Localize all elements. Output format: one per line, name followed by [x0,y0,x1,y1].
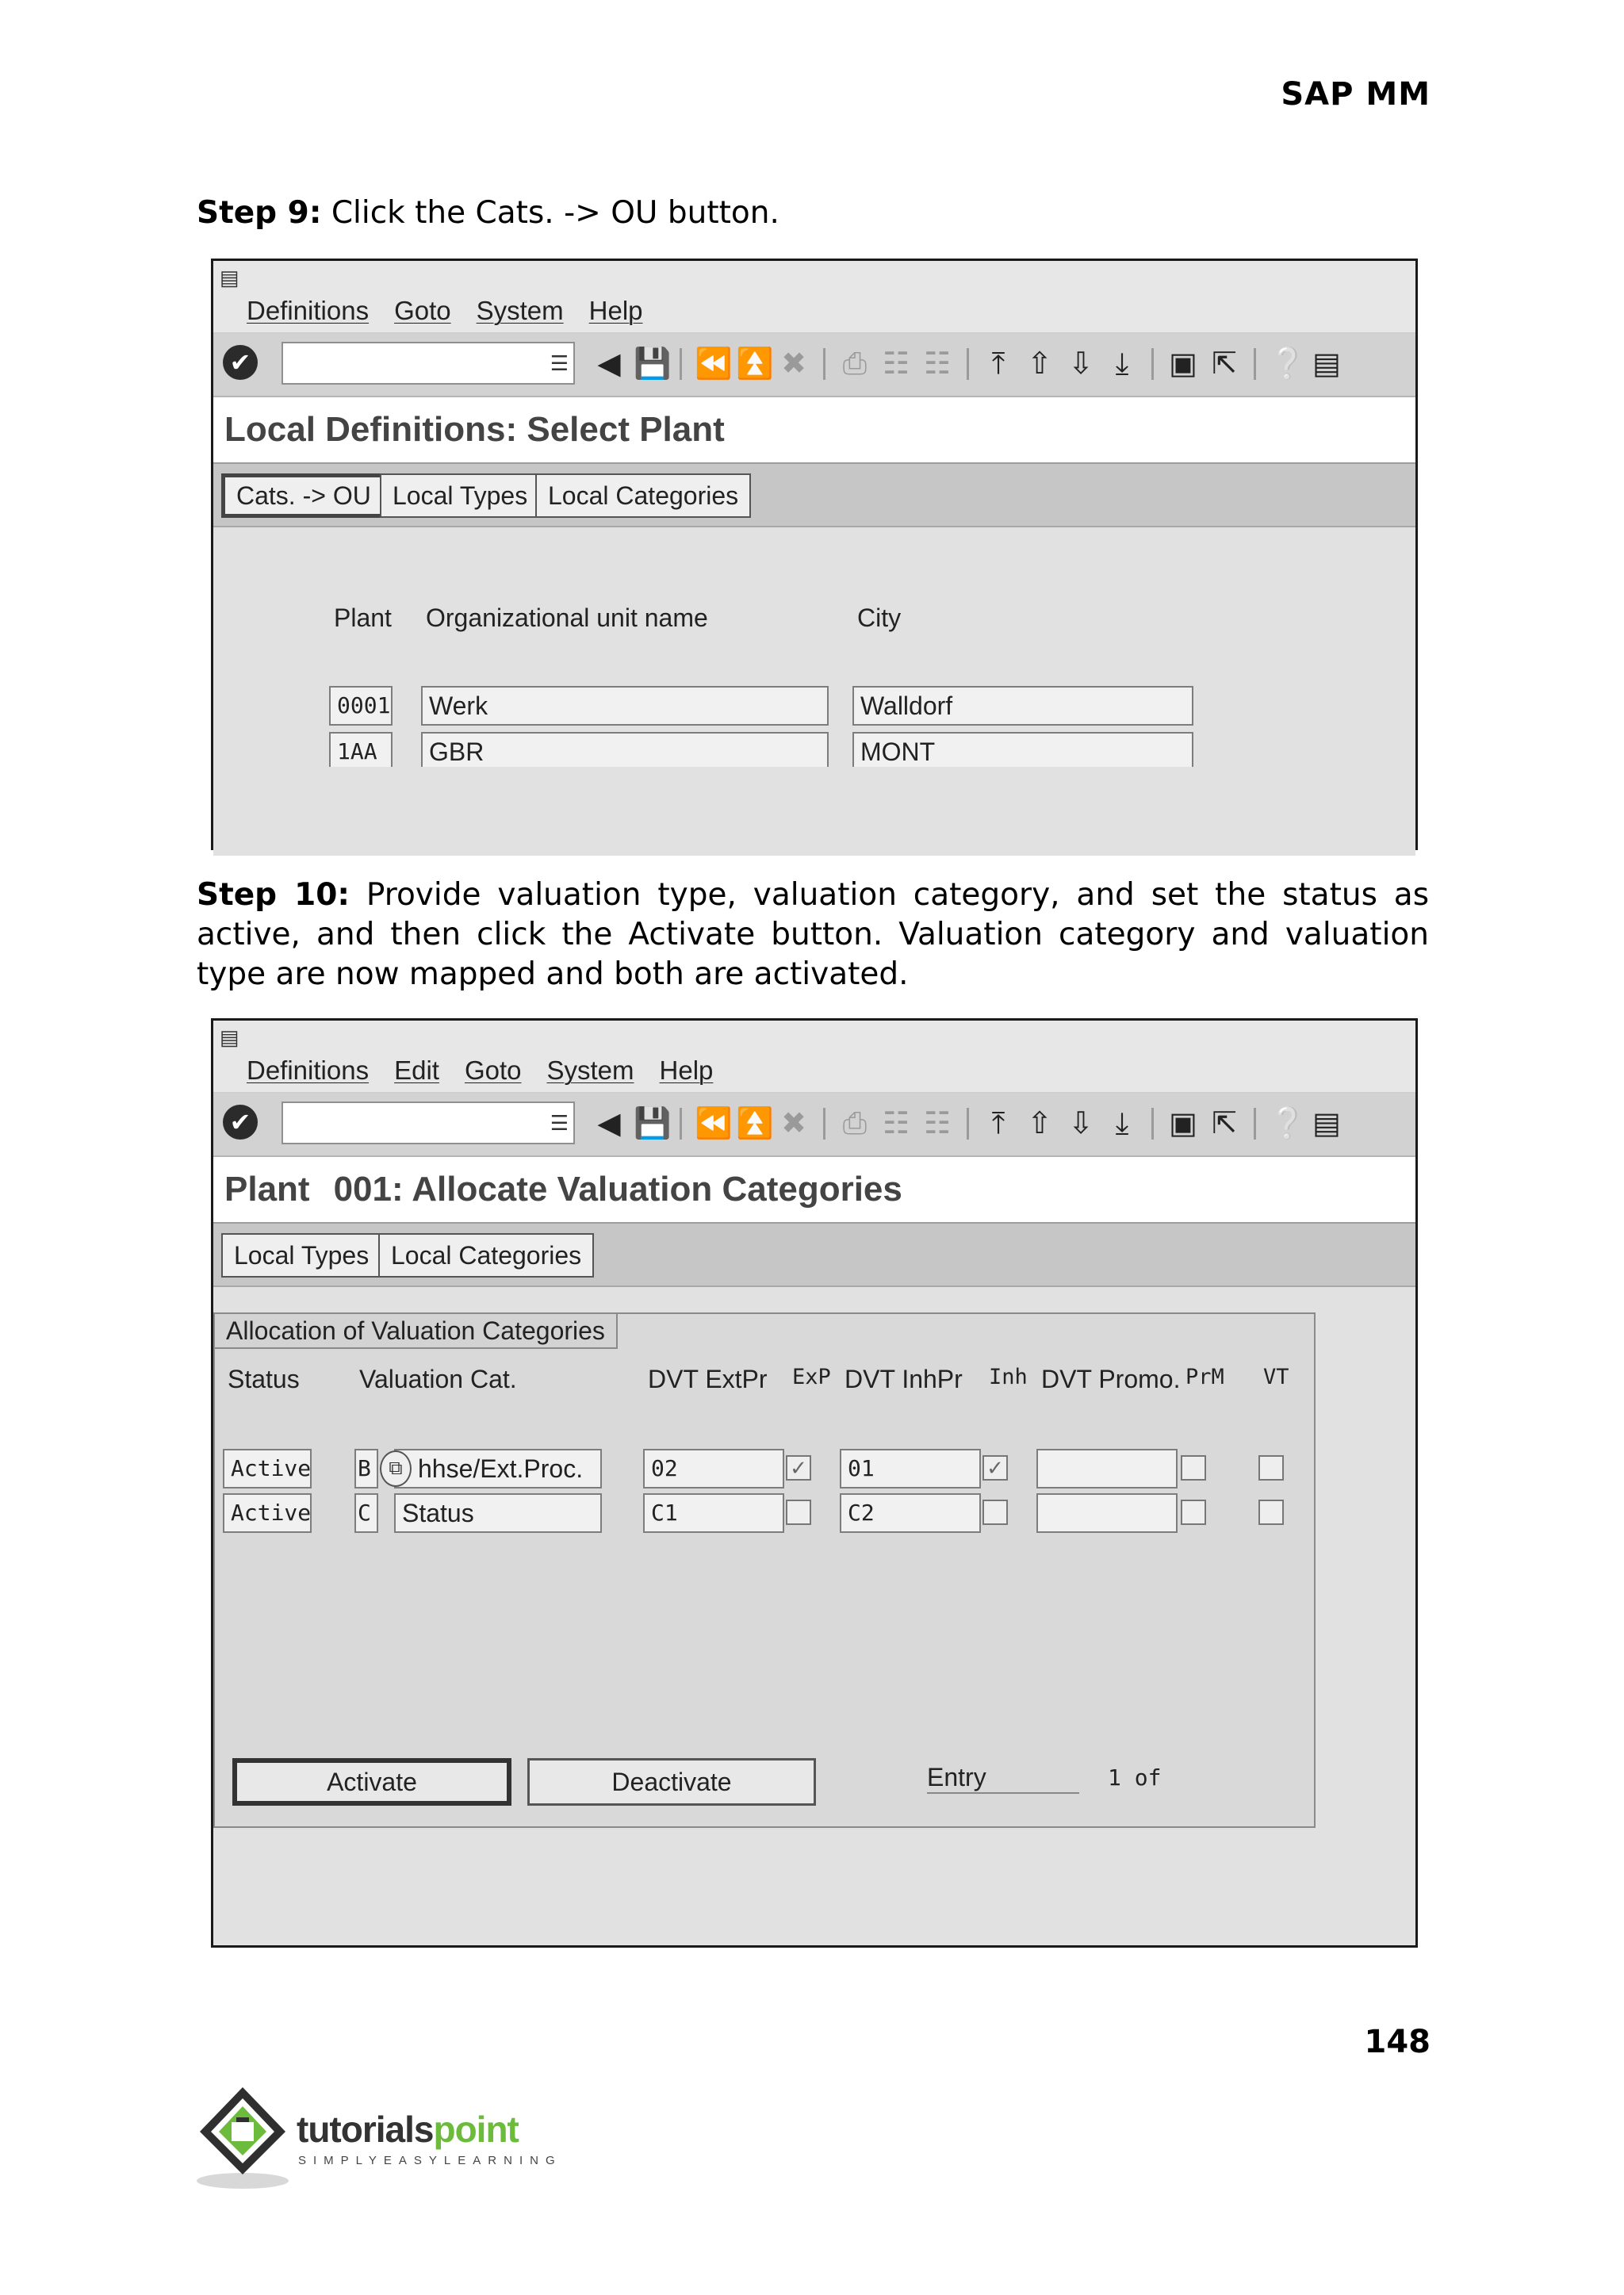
find-next-icon[interactable]: ☷ [923,347,952,381]
cats-ou-button[interactable]: Cats. -> OU [221,473,386,518]
first-page-icon[interactable]: ⤒ [991,347,1005,381]
back-icon[interactable]: ⏪ [695,1107,733,1140]
city-field[interactable]: Walldorf [852,686,1193,726]
shortcut-icon[interactable]: ⇱ [1212,1107,1237,1140]
deactivate-button[interactable]: Deactivate [527,1758,816,1806]
exp-checkbox[interactable]: ✓ [786,1455,811,1481]
menu-definitions[interactable]: Definitions [247,296,370,325]
layout-icon[interactable]: ▤ [1312,347,1341,381]
print-icon[interactable]: ⎙ [842,1107,868,1140]
valuation-cat-field[interactable]: B [354,1449,378,1488]
local-types-button[interactable]: Local Types [221,1233,381,1278]
enter-arrow-icon[interactable]: ◀ [597,347,621,381]
prm-column-header: PrM [1185,1365,1224,1389]
dvt-extpr-field[interactable]: 02 [643,1449,784,1488]
allocation-area [213,1287,1415,1944]
plant-field[interactable]: 1AA [329,732,393,767]
sap-window-select-plant [211,259,1418,850]
step10-text [197,875,1429,994]
table-row [215,1493,1309,1539]
system-menu-icon[interactable]: ▤ [220,266,239,289]
screen-title-main: 001: Allocate Valuation Categories [333,1170,902,1209]
toolbar-separator [680,348,682,380]
dvt-promo-field[interactable] [1036,1449,1178,1488]
last-page-icon[interactable]: ⤓ [1115,1107,1129,1140]
allocation-group-title: Allocation of Valuation Categories [215,1314,618,1349]
menu-system[interactable]: System [546,1056,634,1085]
new-session-icon[interactable]: ▣ [1169,347,1197,381]
city-field[interactable]: MONT [852,732,1193,767]
step9-label: Step 9: [197,195,322,231]
menu-help[interactable]: Help [588,296,643,325]
org-unit-column-header: Organizational unit name [426,603,708,632]
allocation-groupbox [213,1312,1316,1828]
status-field[interactable]: Active [223,1449,312,1488]
logo-text-point: point [433,2109,519,2150]
find-icon[interactable]: ☷ [882,1107,910,1140]
prm-checkbox[interactable] [1181,1500,1206,1525]
screen-title [224,1170,902,1209]
system-menu-icon[interactable]: ▤ [220,1025,239,1049]
check-icon[interactable]: ✔ [223,345,258,380]
enter-arrow-icon[interactable]: ◀ [597,1107,621,1140]
menu-bar [213,1021,1415,1094]
logo-tagline: SIMPLYEASYLEARNING [298,2154,562,2167]
logo-text-tutorials: tutorials [297,2109,434,2150]
exp-checkbox[interactable] [786,1500,811,1525]
inh-checkbox[interactable]: ✓ [982,1455,1008,1481]
dvt-extpr-column-header: DVT ExtPr [648,1365,768,1393]
page-number: 148 [1364,2024,1431,2060]
toolbar-separator [967,348,969,380]
command-dropdown-icon[interactable]: ☰ [550,1111,569,1135]
exit-icon[interactable]: ⏫ [736,1107,774,1140]
inh-column-header: Inh [989,1365,1028,1389]
status-field[interactable]: Active [223,1493,312,1533]
application-toolbar [213,1224,1415,1287]
table-row [329,732,1201,767]
menu-bar [213,261,1415,334]
step10-body: Provide valuation type, valuation category, and set the status as active, and then click the Activate button. Valuation category and valuation type are now mapped and both are activated. [197,877,1430,992]
page-header-title: SAP MM [1281,76,1431,113]
shortcut-icon[interactable]: ⇱ [1212,347,1237,381]
last-page-icon[interactable]: ⤓ [1115,347,1129,381]
next-page-icon[interactable]: ⇩ [1068,1107,1094,1140]
print-icon[interactable]: ⎙ [842,347,868,381]
plant-column-header: Plant [334,603,392,632]
step10-label: Step 10: [197,877,350,913]
org-unit-field[interactable]: Werk [421,686,829,726]
layout-icon[interactable]: ▤ [1312,1107,1341,1140]
inh-checkbox[interactable] [982,1500,1008,1525]
vt-checkbox[interactable] [1258,1500,1284,1525]
status-column-header: Status [228,1365,300,1393]
logo-wordmark [297,2108,519,2151]
entry-label: Entry [927,1763,1079,1794]
dvt-inhpr-field[interactable]: C2 [840,1493,981,1533]
standard-toolbar [213,1094,1415,1157]
help-icon[interactable]: ❔ [1269,1107,1307,1140]
valuation-cat-field[interactable]: C [354,1493,378,1533]
prev-page-icon[interactable]: ⇧ [1027,347,1052,381]
vt-column-header: VT [1263,1365,1289,1389]
command-field[interactable] [282,1102,575,1144]
screen-title: Local Definitions: Select Plant [224,410,725,449]
valuation-cat-column-header: Valuation Cat. [359,1365,517,1393]
command-dropdown-icon[interactable]: ☰ [550,351,569,375]
exit-icon[interactable]: ⏫ [736,347,774,381]
toolbar-separator [1151,348,1154,380]
toolbar-separator [823,348,825,380]
standard-toolbar [213,334,1415,397]
sap-window-allocate-valuation [211,1018,1418,1948]
first-page-icon[interactable]: ⤒ [991,1107,1005,1140]
dvt-promo-field[interactable] [1036,1493,1178,1533]
entry-counter: 1 of [1108,1764,1162,1791]
dvt-promo-column-header: DVT Promo. [1041,1365,1181,1393]
menu-system[interactable]: System [476,296,564,325]
dvt-extpr-field[interactable]: C1 [643,1493,784,1533]
tutorialspoint-logo [193,2081,562,2192]
local-categories-button[interactable]: Local Categories [378,1233,594,1278]
step9-text [197,193,1429,233]
screen-title-bar [213,1157,1415,1224]
next-page-icon[interactable]: ⇩ [1068,347,1094,381]
activate-button[interactable]: Activate [232,1758,511,1806]
toolbar-separator [1151,1108,1154,1140]
valuation-cat-desc-field: Status [394,1493,602,1533]
logo-diamond-icon [193,2081,297,2192]
exp-column-header: ExP [792,1365,831,1389]
menu-goto[interactable]: Goto [464,1056,522,1085]
screen-title-prefix: Plant [224,1170,310,1209]
help-icon[interactable]: ❔ [1269,347,1307,381]
cancel-icon[interactable]: ✖ [781,347,806,381]
toolbar-separator [1254,348,1256,380]
plant-field[interactable]: 0001 [329,686,393,726]
screen-title-bar [213,397,1415,464]
toolbar-separator [823,1108,825,1140]
command-field[interactable] [282,342,575,385]
menu-edit[interactable]: Edit [394,1056,439,1085]
prev-page-icon[interactable]: ⇧ [1027,1107,1052,1140]
dvt-inhpr-column-header: DVT InhPr [845,1365,963,1393]
back-icon[interactable]: ⏪ [695,347,733,381]
plant-list-area [213,527,1415,856]
find-icon[interactable]: ☷ [882,347,910,381]
vt-checkbox[interactable] [1258,1455,1284,1481]
org-unit-field[interactable]: GBR [421,732,829,767]
prm-checkbox[interactable] [1181,1455,1206,1481]
toolbar-separator [1254,1108,1256,1140]
local-categories-button[interactable]: Local Categories [535,473,751,518]
search-help-icon[interactable]: ⧉ [380,1450,412,1487]
application-toolbar [213,464,1415,527]
find-next-icon[interactable]: ☷ [923,1107,952,1140]
check-icon[interactable]: ✔ [223,1105,258,1140]
menu-help[interactable]: Help [659,1056,714,1085]
local-types-button[interactable]: Local Types [380,473,540,518]
toolbar-separator [967,1108,969,1140]
valuation-cat-desc-field: hhse/Ext.Proc. [394,1449,602,1488]
menu-definitions[interactable]: Definitions [247,1056,370,1085]
toolbar-separator [680,1108,682,1140]
save-icon[interactable]: 💾 [634,347,672,381]
save-icon[interactable]: 💾 [634,1107,672,1140]
city-column-header: City [857,603,902,632]
dvt-inhpr-field[interactable]: 01 [840,1449,981,1488]
cancel-icon[interactable]: ✖ [781,1107,806,1140]
new-session-icon[interactable]: ▣ [1169,1107,1197,1140]
step9-body: Click the Cats. -> OU button. [321,195,779,231]
menu-goto[interactable]: Goto [394,296,451,325]
